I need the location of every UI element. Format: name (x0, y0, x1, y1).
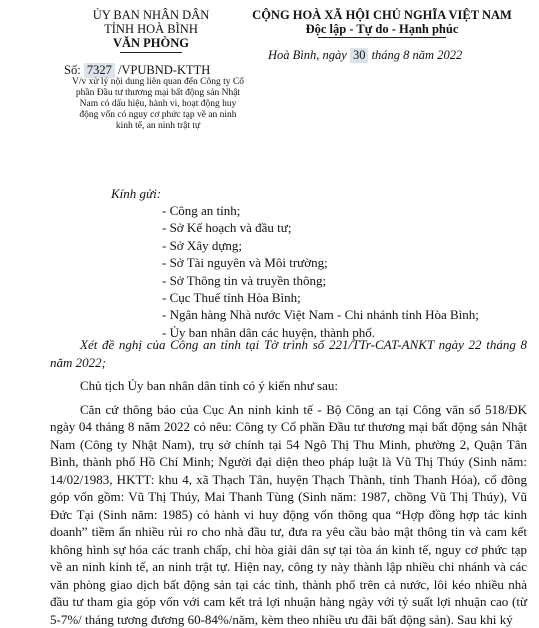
dateline-prefix: Hoà Bình, ngày (268, 48, 347, 62)
recipient-item: - Cục Thuế tỉnh Hòa Bình; (162, 289, 532, 306)
document-number (64, 63, 210, 78)
dateline-day: 30 (350, 48, 369, 63)
subject-line: kinh tế, an ninh trật tự (52, 121, 264, 132)
nation-title: CỘNG HOÀ XÃ HỘI CHỦ NGHĨA VIỆT NAM (242, 8, 522, 22)
recipient-item: - Sở Xây dựng; (162, 237, 532, 254)
dateline (268, 48, 528, 63)
body-paragraph-consideration: Xét đề nghị của Công an tỉnh tại Tờ trình số 221/TTr-CAT-ANKT ngày 22 tháng 8 năm 2022; (50, 336, 527, 371)
docno-suffix: /VPUBND-KTTH (118, 63, 210, 77)
subject-line: V/v xử lý nội dung liên quan đến Công ty Cổ (52, 77, 264, 88)
issuer-block (46, 8, 256, 53)
issuer-underline (120, 52, 182, 53)
docno-label: Số: (64, 63, 81, 77)
recipient-item: - Sở Thông tin và truyền thông; (162, 272, 532, 289)
subject-line: Nam có dấu hiệu, hành vi, hoạt động huy (52, 99, 264, 110)
issuer-office: VĂN PHÒNG (46, 36, 256, 50)
salutation: Kính gửi: (111, 186, 161, 202)
docno-number: 7327 (84, 63, 115, 78)
issuer-org-line1: ỦY BAN NHÂN DÂN (46, 8, 256, 22)
recipient-item: - Công an tỉnh; (162, 202, 532, 219)
national-header (242, 8, 522, 38)
recipient-item: - Ủy ban nhân dân các huyện, thành phố. (162, 324, 532, 341)
document-body (50, 336, 527, 628)
issuer-org-line2: TỈNH HOÀ BÌNH (46, 22, 256, 36)
motto-underline (318, 37, 446, 38)
subject-line: phần Đầu tư thương mại bất động sản Nhật (52, 88, 264, 99)
recipient-item: - Ngân hàng Nhà nước Việt Nam - Chi nhánh tỉnh Hòa Bình; (162, 306, 532, 323)
body-paragraph-chairman: Chủ tịch Ủy ban nhân dân tỉnh có ý kiến như sau: (50, 377, 527, 395)
dateline-rest: tháng 8 năm 2022 (372, 48, 463, 62)
recipient-list (162, 202, 532, 341)
recipient-item: - Sở Kế hoạch và đầu tư; (162, 219, 532, 236)
recipient-item: - Sở Tài nguyên và Môi trường; (162, 254, 532, 271)
national-motto: Độc lập - Tự do - Hạnh phúc (242, 22, 522, 36)
subject-summary (52, 77, 264, 132)
body-paragraph-main: Căn cứ thông báo của Cục An ninh kinh tế - Bộ Công an tại Công văn số 518/ĐK ngày 04 tháng 8 năm 2022 có nêu: Công ty Cổ phần Đầu tư thương mại bất động sản Nhật Nam (Công ty Nhật Nam), trụ sở chính tại 54 Ngô Thị Thu Minh, phường 2, Quận Tân Bình, thành phố Hồ Chí Minh; Người đại diện theo pháp luật là Vũ Thị Thúy (Sinh năm: 14/02/1983, HKTT: khu 4, xã Thạch Tân, huyện Thạch Thành, tỉnh Thanh Hóa), cổ đông góp vốn gồm: Vũ Thị Thúy, Mai Thanh Tùng (Sinh năm: 1987, chồng Vũ Thị Thúy), Vũ Đức Tại (Sinh năm: 1985) có hành vi huy động vốn thông qua “Hợp đồng hợp tác kinh doanh” tiềm ẩn nhiều rủi ro cho nhà đầu tư, đưa ra yêu cầu bảo mật thông tin và cam kết không hình sự hóa các tranh chấp, chỉ hòa giải dân sự tại tòa án kinh tế, nguy cơ phức tạp về an ninh kinh tế, an ninh trật tự. Hiện nay, công ty này thành lập nhiều chi nhánh và các văn phòng giao dịch bất động sản tại các tỉnh, thành phố trên cả nước, lôi kéo nhiều nhà đầu tư tham gia góp vốn với cam kết trả lợi nhuận hàng ngày với tỷ suất lợi nhuận cao (từ 5-7%/ tháng tương đương 60-84%/năm, kèm theo nhiều ưu đãi bất động sản). Sau khi ký (50, 401, 527, 628)
subject-line: động vốn có nguy cơ phức tạp về an ninh (52, 110, 264, 121)
